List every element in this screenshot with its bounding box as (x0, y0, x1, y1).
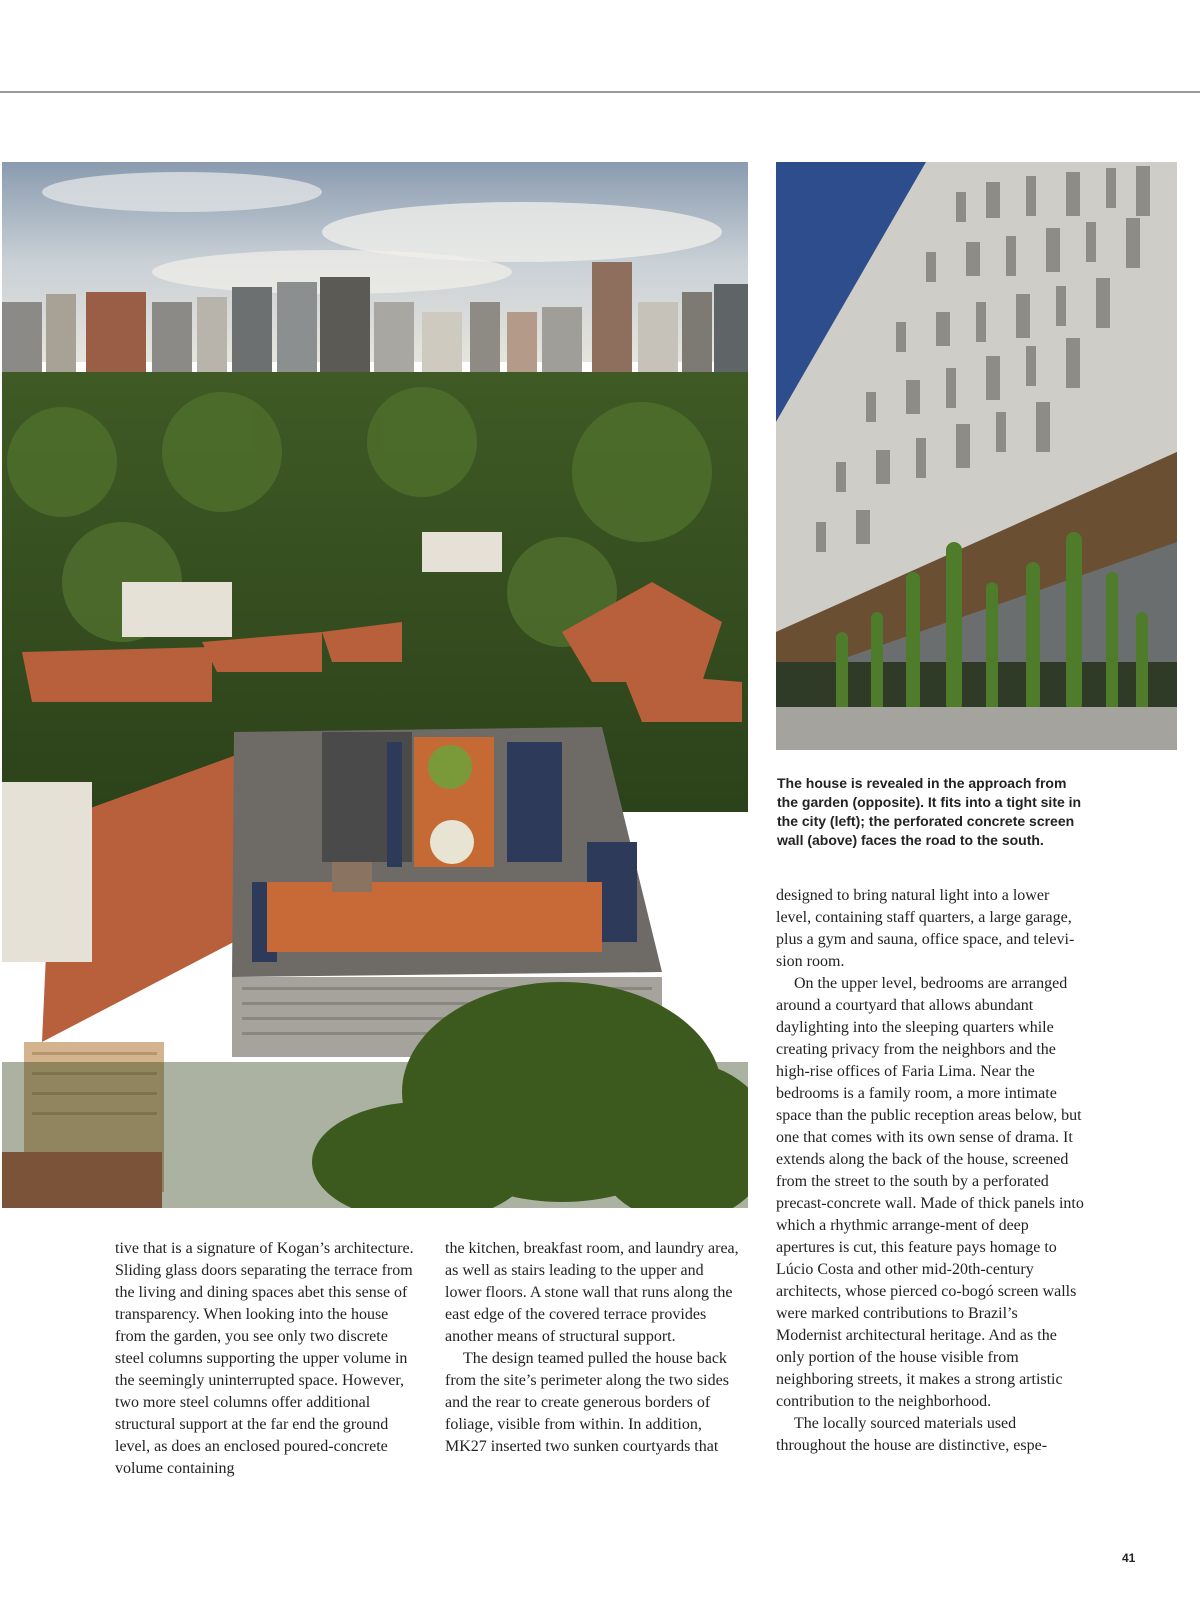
paragraph: the kitchen, breakfast room, and laundry area, as well as stairs leading to the upper and lower floors. A stone wall that runs along the east edge of the covered terrace provides another means of structural support. (445, 1240, 739, 1345)
body-column-3 (776, 885, 1084, 1457)
screen-wall-photo (776, 162, 1177, 750)
header-rule (0, 91, 1200, 93)
paragraph: The locally sourced materials used throughout the house are distinctive, espe- (776, 1415, 1048, 1454)
aerial-photo (2, 162, 748, 1208)
page-number: 41 (1122, 1551, 1136, 1565)
paragraph: The design teamed pulled the house back from the site’s perimeter along the two sides and the rear to create generous borders of foliage, visible from within. In addition, MK27 inserted two sunken courtyards that (445, 1350, 729, 1455)
paragraph: designed to bring natural light into a lower level, containing staff quarters, a large garage, plus a gym and sauna, office space, and televi-sion room. (776, 887, 1075, 970)
body-column-1 (115, 1238, 421, 1480)
paragraph: On the upper level, bedrooms are arranged around a courtyard that allows abundant daylighting into the sleeping quarters while creating privacy from the neighbors and the high-rise offices of Faria Lima. Near the bedrooms is a family room, a more intimate space than the public reception areas below, but one that comes with its own sense of drama. It extends along the back of the house, screened from the street to the south by a perforated precast-concrete wall. Made of thick panels into which a rhythmic arrange-ment of deep apertures is cut, this feature pays homage to Lúcio Costa and other mid-20th-century architects, whose pierced co-bogó screen walls were marked contributions to Brazil’s Modernist architectural heritage. And as the only portion of the house visible from neighboring streets, it makes a strong artistic contribution to the neighborhood. (776, 975, 1084, 1410)
body-column-2 (445, 1238, 743, 1458)
paragraph: tive that is a signature of Kogan’s architecture. Sliding glass doors separating the terrace from the living and dining spaces abet this sense of transparency. When looking into the house from the garden, you see only two discrete steel columns supporting the upper volume in the seemingly uninterrupted space. However, two more steel columns offer additional structural support at the far end the ground level, as does an enclosed poured-concrete volume containing (115, 1240, 414, 1477)
photo-caption: The house is revealed in the approach from the garden (opposite). It fits into a tight site in the city (left); the perforated concrete screen wall (above) faces the road to the south. (777, 775, 1082, 848)
